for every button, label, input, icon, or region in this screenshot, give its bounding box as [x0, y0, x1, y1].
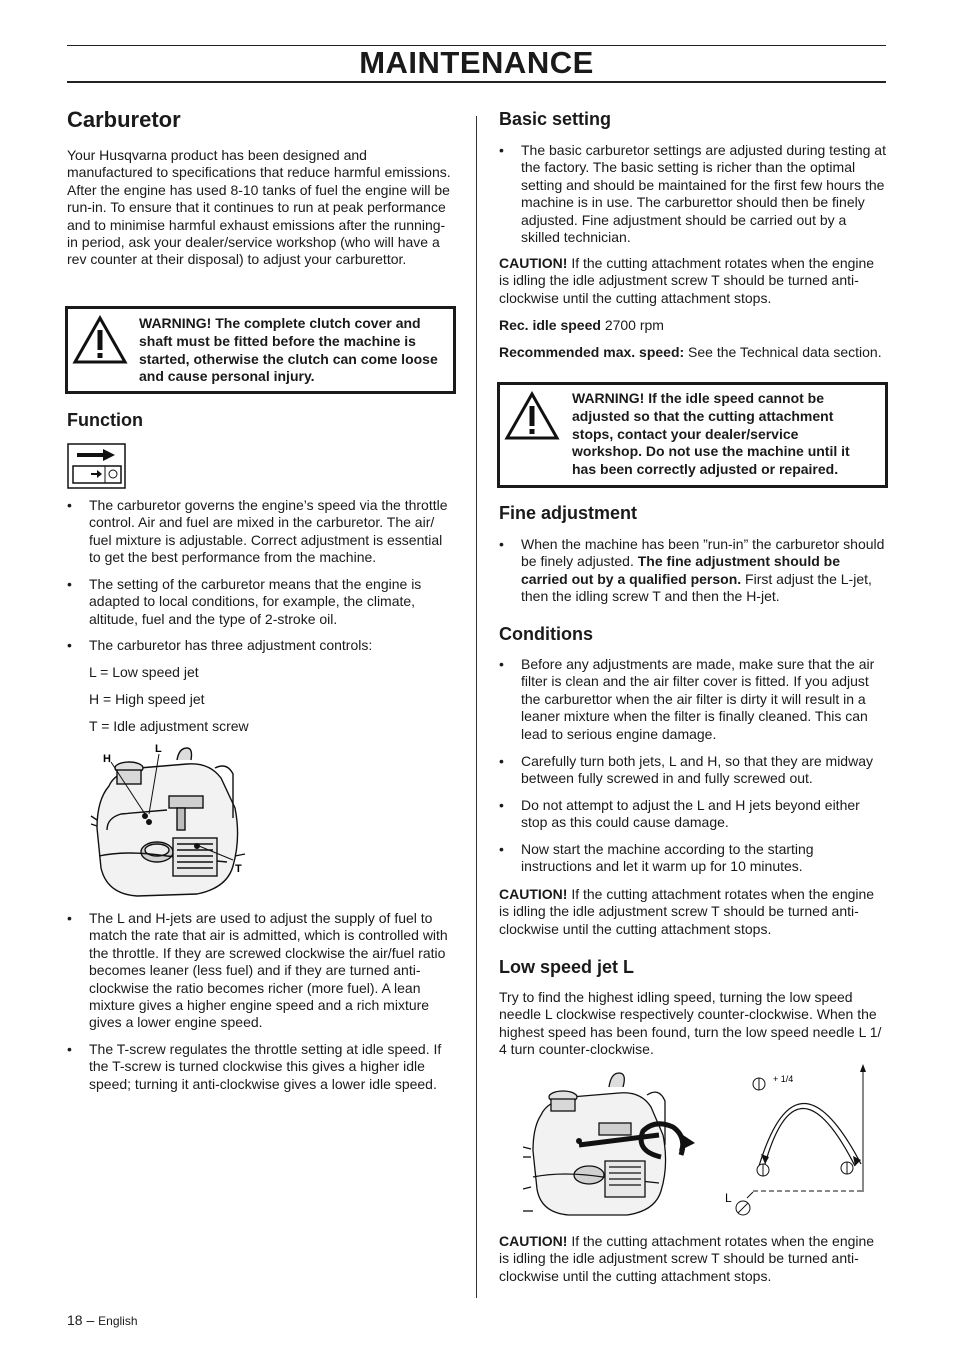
function-bullet-3: • The carburetor has three adjustment controls: [67, 637, 373, 653]
carburetor-heading: Carburetor [67, 107, 181, 132]
conditions-heading: Conditions [499, 624, 593, 644]
column-divider [476, 116, 477, 1298]
jet-h-label: H [103, 753, 111, 765]
control-low-speed-jet: L = Low speed jet [89, 664, 199, 680]
warning-triangle-icon [72, 315, 128, 365]
page-number: 18 – [67, 1312, 95, 1328]
conditions-bullet-1: • Before any adjustments are made, make sure that the air filter is clean and the air filter cover is fitted. If you adjust the carburettor when the air filter is dirty it will result in a leaner mixture when the filter is finally cleaned. This can lead to serious engine damage. [499, 656, 875, 742]
jets-bullet: • The L and H-jets are used to adjust the supply of fuel to match the rate that air is admitted, which is controlled with the throttle. If they are screwed clockwise the air/fuel ratio becomes leaner (less fuel) and if they are turned anti-clockwise the ratio becomes richer (more fuel). A lean mixture gives a higher engine speed and a rich mixture gives a lower engine speed. [67, 910, 448, 1031]
function-bullet-2: • The setting of the carburetor means that the engine is adapted to local conditions, for example, the climate, altitude, fuel and the type of 2-stroke oil. [67, 576, 422, 627]
control-high-speed-jet: H = High speed jet [89, 691, 205, 707]
low-speed-jet-illustration [523, 1065, 701, 1217]
conditions-bullet-2: • Carefully turn both jets, L and H, so that they are midway between fully screwed in and fully screwed out. [499, 753, 873, 787]
fine-adjustment-bullet: • When the machine has been ”run-in” the carburetor should be finely adjusted. The fine adjustment should be carried out by a qualified person. First adjust the L-jet, then the idling screw T and then the H-jet. [499, 536, 885, 605]
graph-l-label: L [725, 1191, 732, 1205]
quarter-turn-label: + 1/4 [773, 1074, 794, 1084]
tscrew-bullet: • The T-screw regulates the throttle setting at idle speed. If the T-screw is turned clockwise this gives a higher idle speed; turning it anti-clockwise gives a lower idle speed. [67, 1041, 442, 1092]
page-footer [67, 1312, 138, 1328]
clutch-warning-text: WARNING! The complete clutch cover and shaft must be fitted before the machine is started, otherwise the clutch can come loose and cause personal injury. [139, 315, 438, 385]
clutch-warning-box [65, 306, 456, 394]
warning-triangle-icon [504, 391, 560, 441]
function-pictogram-icon [67, 443, 127, 489]
quarter-turn-graph [717, 1062, 871, 1220]
idle-warning-text: WARNING! If the idle speed cannot be adjusted so that the cutting attachment stops, contact your dealer/service workshop. Do not use the machine until it has been correctly adjusted or repaired. [572, 390, 850, 478]
carburetor-diagram [87, 738, 257, 900]
screw-t-label: T [235, 863, 242, 875]
caution-paragraph-1: CAUTION! If the cutting attachment rotates when the engine is idling the idle adjustment screw T should be turned anti-clockwise until the cutting attachment stops. [499, 255, 875, 306]
footer-language: English [98, 1314, 138, 1328]
caution-paragraph-3: CAUTION! If the cutting attachment rotates when the engine is idling the idle adjustment screw T should be turned anti-clockwise until the cutting attachment stops. [499, 1233, 875, 1284]
rec-max-speed: Recommended max. speed: See the Technical data section. [499, 344, 882, 360]
function-bullet-1: • The carburetor governs the engine’s speed via the throttle control. Air and fuel are mixed in the carburetor. The air/ fuel mixture is adjustable. Correct adjustment is essential to get the best performance from the machine. [67, 497, 448, 566]
control-idle-screw: T = Idle adjustment screw [89, 718, 249, 734]
caution-paragraph-2: CAUTION! If the cutting attachment rotates when the engine is idling the idle adjustment screw T should be turned anti-clockwise until the cutting attachment stops. [499, 886, 875, 937]
carburetor-intro: Your Husqvarna product has been designed and manufactured to specifications that reduce harmful emissions. After the engine has used 8-10 tanks of fuel the engine will be run-in. To ensure that it continues to run at peak performance and to minimise harmful exhaust emissions after the running-in period, ask your dealer/service workshop (who will have a rev counter at their disposal) to adjust your carburettor. [67, 147, 451, 268]
low-speed-jet-heading: Low speed jet L [499, 957, 635, 977]
fine-adjustment-heading: Fine adjustment [499, 503, 638, 523]
basic-setting-bullet: • The basic carburetor settings are adjusted during testing at the factory. The basic setting is richer than the optimal setting and should be maintained for the first few hours the machine is in use. The carburettor should then be finely adjusted. Fine adjustment should be carried out by a skilled technician. [499, 142, 886, 246]
basic-setting-heading: Basic setting [499, 109, 612, 129]
conditions-bullet-4: • Now start the machine according to the starting instructions and let it warm up for 10 minutes. [499, 841, 814, 875]
function-heading: Function [67, 410, 143, 430]
page-title: MAINTENANCE [359, 45, 594, 80]
rec-idle-speed: Rec. idle speed 2700 rpm [499, 317, 664, 333]
idle-warning-box [497, 382, 888, 488]
low-speed-jet-text: Try to find the highest idling speed, turning the low speed needle L clockwise respectively counter-clockwise. When the highest speed has been found, turn the low speed needle L 1/ 4 turn counter-clockwise. [499, 989, 882, 1058]
conditions-bullet-3: • Do not attempt to adjust the L and H jets beyond either stop as this could cause damage. [499, 797, 860, 831]
header-bottom-rule [67, 81, 886, 83]
jet-l-label: L [155, 743, 162, 755]
